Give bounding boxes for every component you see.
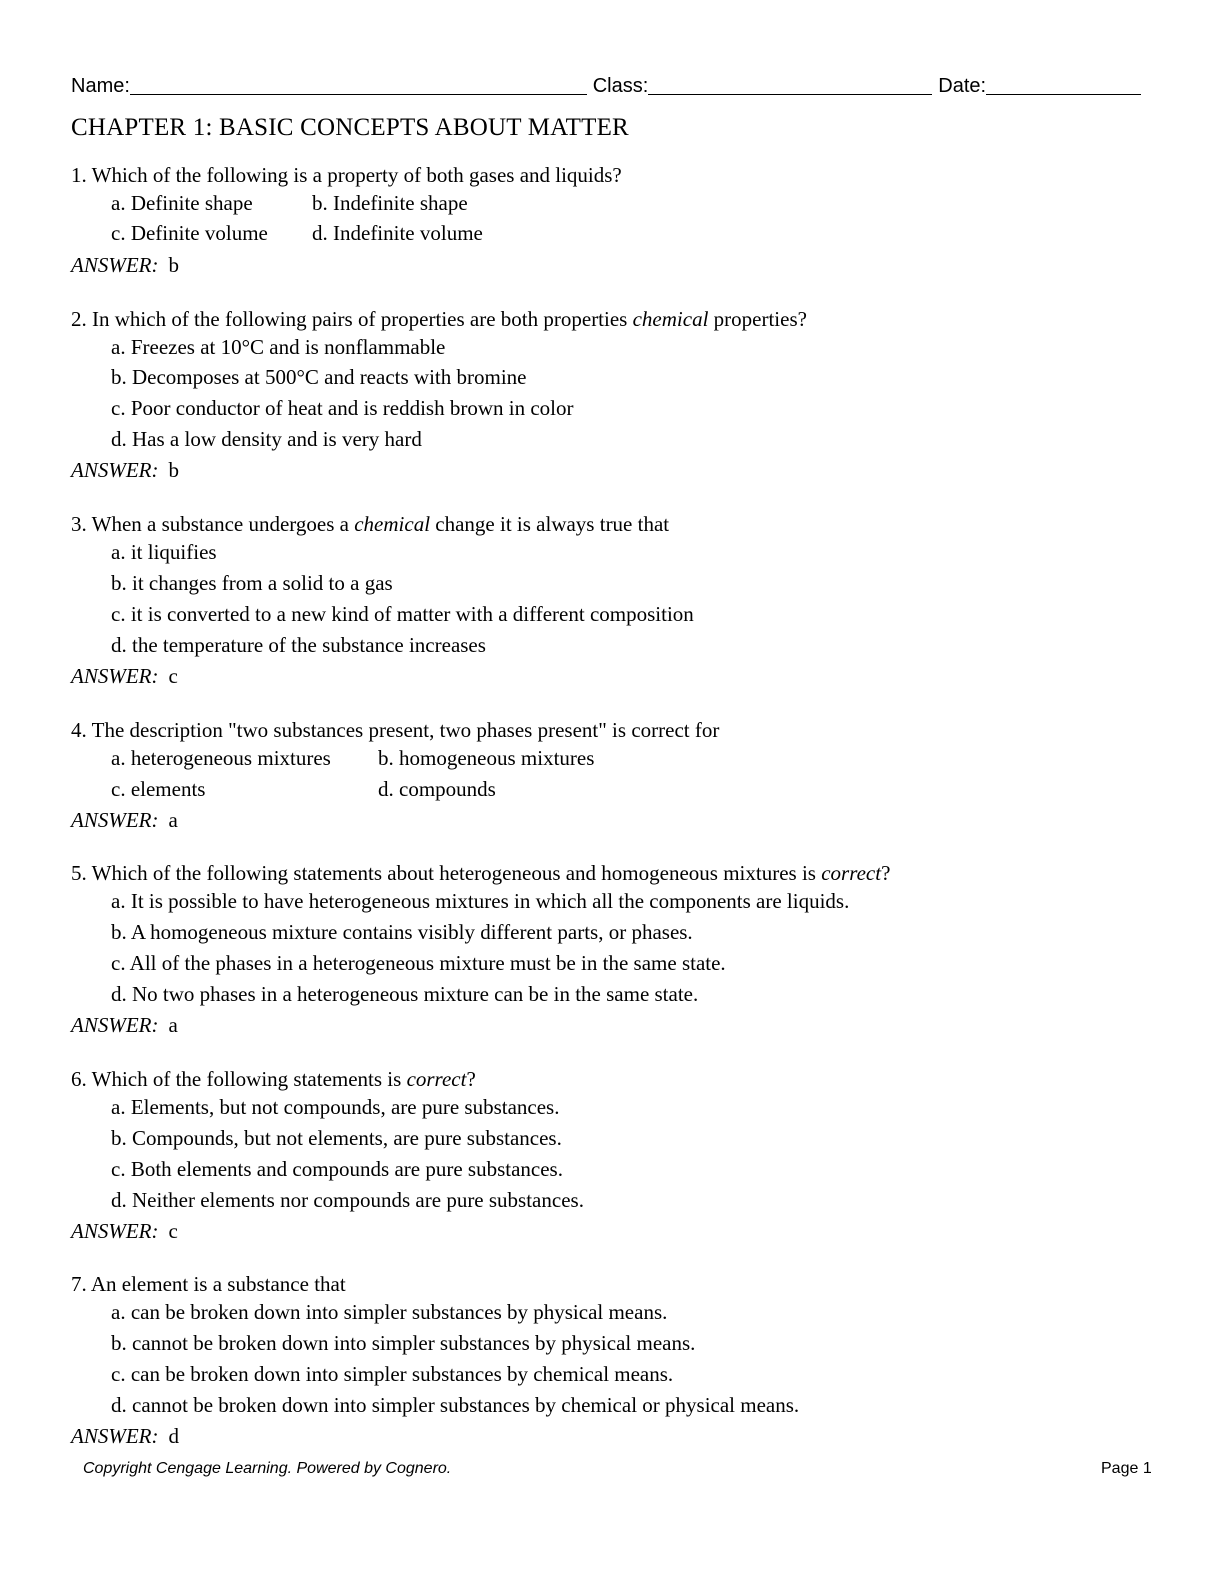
answer-line <box>71 457 179 483</box>
question-stem: 7. An element is a substance that <box>71 1272 346 1296</box>
answer-line <box>71 807 178 833</box>
question-stem: 6. Which of the following statements is correct? <box>71 1067 476 1091</box>
option-b: b. Decomposes at 500°C and reacts with bromine <box>111 365 527 389</box>
question-stem: 1. Which of the following is a property of both gases and liquids? <box>71 163 622 187</box>
option-a: a. heterogeneous mixtures <box>111 746 331 770</box>
option-a: a. Elements, but not compounds, are pure substances. <box>111 1095 560 1119</box>
answer-label: ANSWER: <box>71 808 159 832</box>
answer-value: b <box>168 253 179 277</box>
answer-value: d <box>168 1424 179 1448</box>
answer-label: ANSWER: <box>71 664 159 688</box>
answer-line <box>71 1423 179 1449</box>
name-blank-line <box>130 72 587 95</box>
option-d: d. Neither elements nor compounds are pure substances. <box>111 1188 584 1212</box>
emphasis-word: correct <box>821 861 882 885</box>
chapter-title: CHAPTER 1: BASIC CONCEPTS ABOUT MATTER <box>71 114 629 141</box>
option-c: c. elements <box>111 777 206 801</box>
option-d: d. cannot be broken down into simpler substances by chemical or physical means. <box>111 1393 800 1417</box>
date-blank-line <box>986 72 1141 95</box>
question-stem: 2. In which of the following pairs of properties are both properties chemical properties? <box>71 307 807 331</box>
answer-label: ANSWER: <box>71 458 159 482</box>
option-b: b. homogeneous mixtures <box>378 746 595 770</box>
option-d: d. the temperature of the substance increases <box>111 633 486 657</box>
answer-value: c <box>168 1219 178 1243</box>
answer-line <box>71 663 178 689</box>
answer-label: ANSWER: <box>71 1424 159 1448</box>
copyright-footer: Copyright Cengage Learning. Powered by Cognero. <box>83 1460 452 1477</box>
option-c: c. it is converted to a new kind of matter with a different composition <box>111 602 694 626</box>
option-a: a. can be broken down into simpler substances by physical means. <box>111 1300 668 1324</box>
option-a: a. Definite shape <box>111 191 253 215</box>
answer-line <box>71 1012 178 1038</box>
answer-value: a <box>168 1013 178 1037</box>
option-b: b. Indefinite shape <box>312 191 468 215</box>
answer-line <box>71 252 179 278</box>
name-label: Name: <box>71 75 130 97</box>
answer-label: ANSWER: <box>71 253 159 277</box>
page-number: Page 1 <box>1101 1460 1152 1477</box>
option-c: c. All of the phases in a heterogeneous mixture must be in the same state. <box>111 951 726 975</box>
option-c: c. Both elements and compounds are pure substances. <box>111 1157 563 1181</box>
option-c: c. Definite volume <box>111 221 268 245</box>
option-a: a. It is possible to have heterogeneous mixtures in which all the components are liquids. <box>111 889 850 913</box>
date-label: Date: <box>938 75 987 97</box>
option-c: c. Poor conductor of heat and is reddish brown in color <box>111 396 574 420</box>
class-blank-line <box>648 72 932 95</box>
answer-label: ANSWER: <box>71 1219 159 1243</box>
option-b: b. Compounds, but not elements, are pure substances. <box>111 1126 562 1150</box>
option-d: d. Has a low density and is very hard <box>111 427 422 451</box>
answer-value: c <box>168 664 178 688</box>
emphasis-word: chemical <box>354 512 431 536</box>
question-stem: 4. The description "two substances present, two phases present" is correct for <box>71 718 720 742</box>
option-d: d. No two phases in a heterogeneous mixture can be in the same state. <box>111 982 699 1006</box>
emphasis-word: chemical <box>632 307 709 331</box>
emphasis-word: correct <box>406 1067 467 1091</box>
question-stem: 5. Which of the following statements about heterogeneous and homogeneous mixtures is correct? <box>71 861 891 885</box>
student-info-header <box>71 70 1141 98</box>
answer-label: ANSWER: <box>71 1013 159 1037</box>
option-a: a. Freezes at 10°C and is nonflammable <box>111 335 446 359</box>
answer-value: a <box>168 808 178 832</box>
answer-line <box>71 1218 178 1244</box>
option-b: b. it changes from a solid to a gas <box>111 571 393 595</box>
question-stem: 3. When a substance undergoes a chemical change it is always true that <box>71 512 670 536</box>
option-c: c. can be broken down into simpler substances by chemical means. <box>111 1362 674 1386</box>
option-b: b. A homogeneous mixture contains visibly different parts, or phases. <box>111 920 693 944</box>
class-label: Class: <box>592 75 649 97</box>
option-d: d. compounds <box>378 777 496 801</box>
option-d: d. Indefinite volume <box>312 221 483 245</box>
option-b: b. cannot be broken down into simpler substances by physical means. <box>111 1331 696 1355</box>
option-a: a. it liquifies <box>111 540 217 564</box>
answer-value: b <box>168 458 179 482</box>
